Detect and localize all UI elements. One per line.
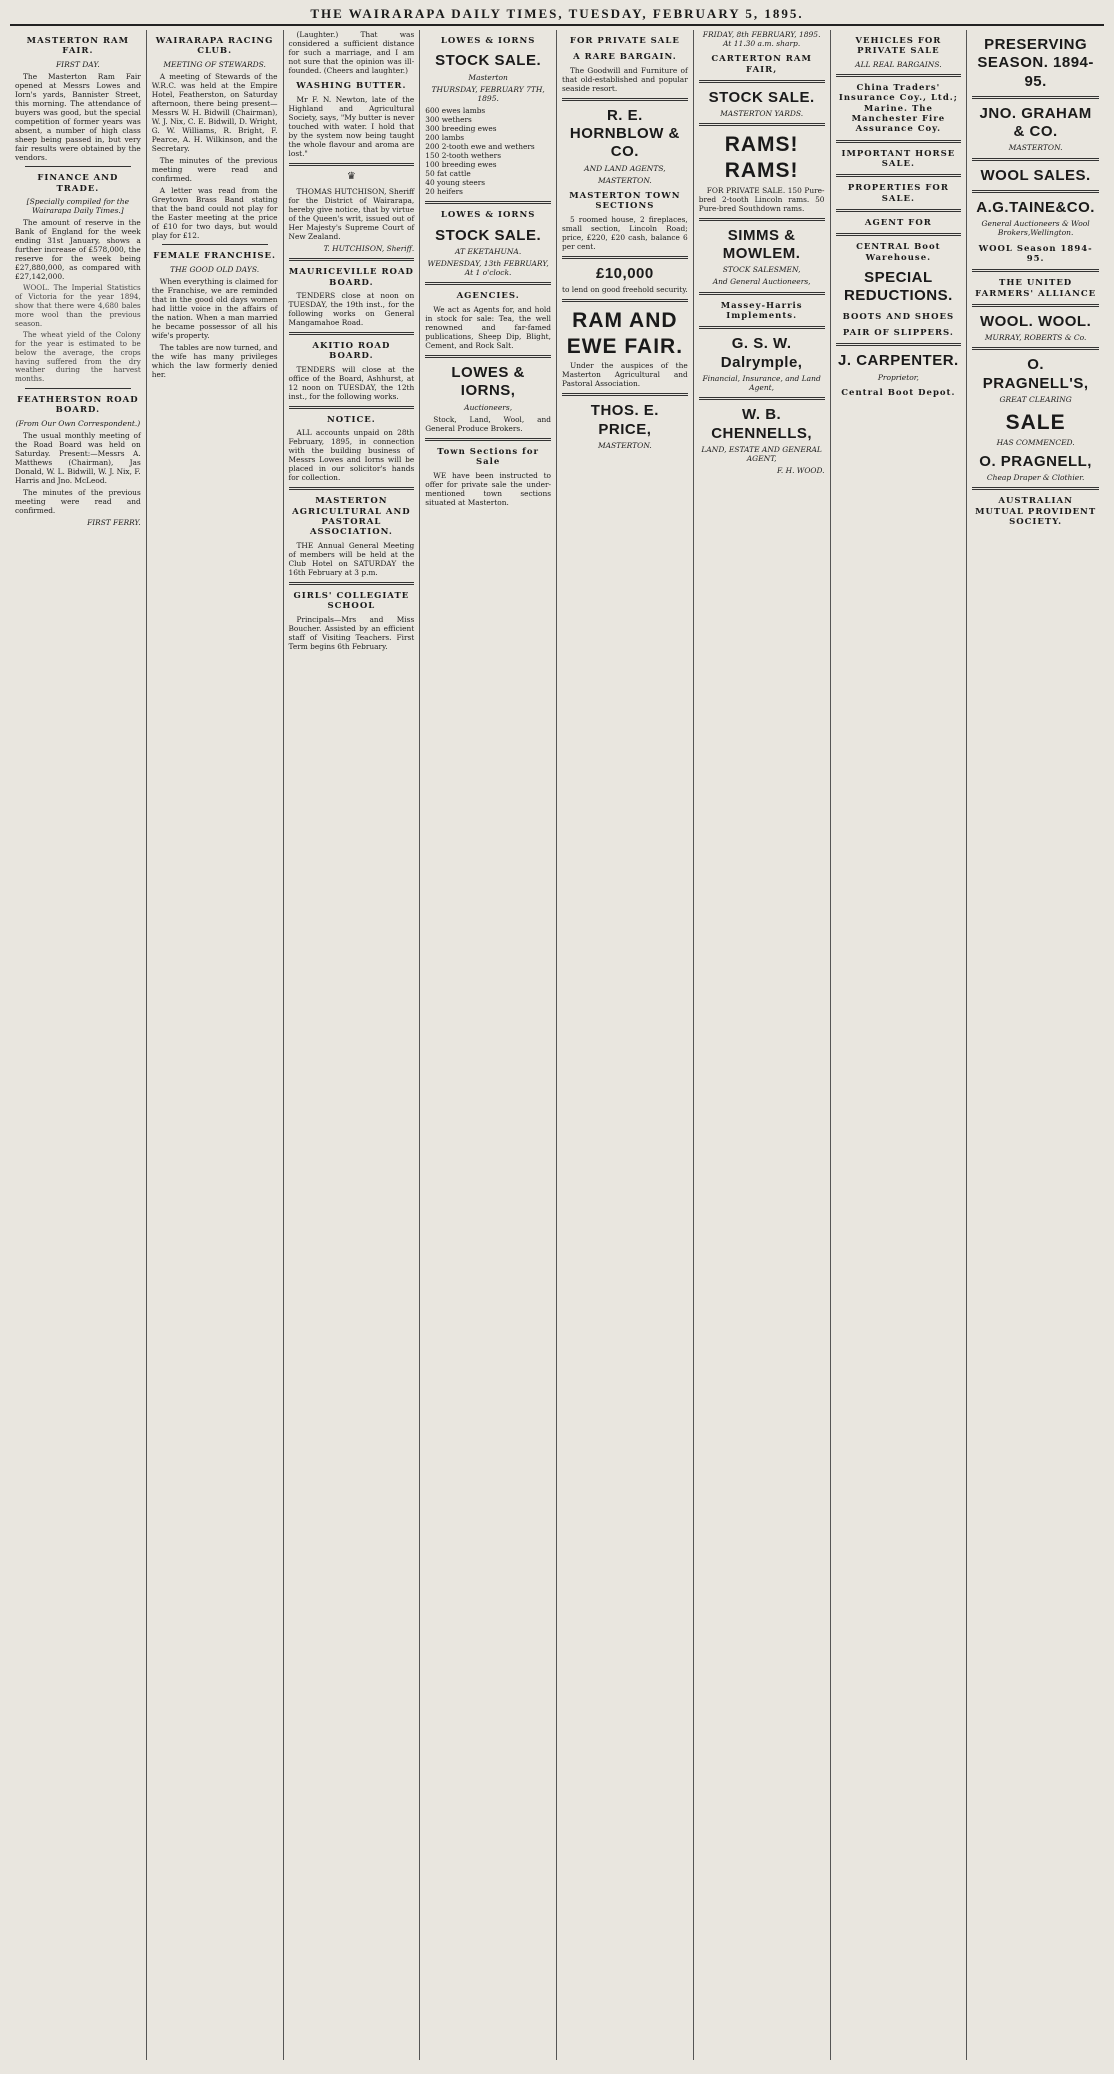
heading-chennells: W. B. CHENNELLS, <box>711 406 813 442</box>
heading-stock-sale: STOCK SALE. <box>708 89 815 106</box>
sale-location: Masterton <box>468 72 508 82</box>
article-paragraph: The amount of reserve in the Bank of England for the week ending 31st January, shows a further increase of £578,000, the reserve for the week being £27,880,000, as compared with £27,142,000. <box>15 218 141 282</box>
heading-agent-for: AGENT FOR <box>864 218 932 229</box>
list-item: 200 2-tooth ewe and wethers <box>425 142 535 152</box>
list-item: 200 lambs <box>425 133 465 143</box>
subheading-agent: Financial, Insurance, and Land Agent, <box>702 373 821 393</box>
crest-icon: ♛ <box>346 170 356 182</box>
heading-racing-club: WAIRARAPA RACING CLUB. <box>155 36 274 57</box>
notice-paragraph: to lend on good freehold security. <box>562 285 688 295</box>
subheading-stock-salesmen: STOCK SALESMEN, <box>722 265 801 275</box>
columns <box>10 30 1104 2060</box>
notice-paragraph: Principals—Mrs and Miss Boucher. Assisted by an efficient staff of Visiting Teachers. First Term begins 6th February. <box>288 614 415 651</box>
heading-ram-fair: MASTERTON RAM FAIR. <box>26 36 130 57</box>
notice-paragraph: TENDERS close at noon on TUESDAY, the 19th inst., for the following works on General Mangamahoe Road. <box>288 290 415 327</box>
heading-simms-mowlem: SIMMS & MOWLEM. <box>722 226 801 263</box>
divider <box>972 96 1099 99</box>
divider <box>562 393 688 396</box>
list-item: 300 wethers <box>425 115 472 125</box>
masthead <box>10 6 1104 26</box>
heading-agencies: AGENCIES. <box>456 291 520 302</box>
sheriff-notice: THOMAS HUTCHISON, Sheriff for the District of Wairarapa, hereby give notice, that by virtue of the Queen's writ, issued out of Her Majesty's Supreme Court of New Zealand. <box>288 186 415 242</box>
heading-lowes-iorns: LOWES & IORNS, <box>451 363 525 400</box>
notice-paragraph: The Goodwill and Furniture of that old-established and popular seaside resort. <box>562 65 688 93</box>
divider <box>972 304 1099 307</box>
divider <box>699 80 825 83</box>
divider <box>972 487 1099 490</box>
article-paragraph: The tables are now turned, and the wife has many privileges which the law formerly denied her. <box>151 343 278 380</box>
subheading-commenced: HAS COMMENCED. <box>996 437 1075 447</box>
heading-massey-harris: Massey-Harris Implements. <box>720 300 803 321</box>
notice-paragraph: We act as Agents for, and hold in stock for sale: Tea, the well renowned and far-famed publications, Sheep Dip, Blight, Cement, and Rock Salt. <box>425 304 551 350</box>
heading-dalrymple: G. S. W. Dalrymple, <box>720 335 803 371</box>
divider <box>425 282 551 285</box>
divider <box>699 218 825 221</box>
sale-location: MASTERTON YARDS. <box>720 109 804 119</box>
heading-rams: RAMS! RAMS! <box>724 133 799 183</box>
divider <box>836 174 962 177</box>
heading-akitio-road-board: AKITIO ROAD BOARD. <box>312 340 391 362</box>
heading-wool-wool: WOOL. WOOL. <box>979 312 1092 330</box>
column-5 <box>557 30 694 2060</box>
list-item: 50 fat cattle <box>425 169 471 179</box>
heading-notice: NOTICE. <box>327 414 376 425</box>
article-paragraph: The usual monthly meeting of the Road Board was held on Saturday. Present:—Messrs A. Matthews (Chairman), Jas Donald, W. L. Bidwill, W. J. Nix, F. Harris and Jno. McLeod. <box>15 430 141 485</box>
divider <box>836 233 962 236</box>
divider <box>562 299 688 302</box>
divider <box>289 258 415 261</box>
location: MASTERTON. <box>1008 143 1063 153</box>
article-paragraph: The Masterton Ram Fair opened at Messrs Lowes and Iorn's yards, Bannister Street, this morning. The attendance of buyers was good, but the special competition of former years was absent, a number of high class sheep being passed in, but very fair results were obtained by the vendors. <box>15 71 141 163</box>
heading-girls-school: GIRLS' COLLEGIATE SCHOOL <box>293 590 410 612</box>
divider <box>162 244 268 245</box>
divider <box>289 582 415 585</box>
heading-taine: A.G.TAINE&CO. <box>976 198 1095 216</box>
article-paragraph: WOOL. The Imperial Statistics of Victoria for the year 1894, show that there were 4,680 bales more wool than the previous season. <box>15 283 141 328</box>
heading-boot-depot: Central Boot Depot. <box>841 387 956 398</box>
subheading-brokers: General Auctioneers & Wool Brokers,Wellington. <box>981 219 1090 238</box>
advertiser-name: LOWES & IORNS <box>440 210 536 221</box>
notice-paragraph: Under the auspices of the Masterton Agricultural and Pastoral Association. <box>562 361 688 389</box>
notice-paragraph: TENDERS will close at the office of the Board, Ashhurst, at 12 noon on TUESDAY, the 12th inst., for the following works. <box>288 364 415 401</box>
heading-properties: PROPERTIES FOR SALE. <box>847 183 949 204</box>
notice-paragraph: FOR PRIVATE SALE. 150 Pure-bred 2-tooth Lincoln rams. 50 Pure-bred Southdown rams. <box>698 185 825 213</box>
subheading-auctioneers: And General Auctioneers, <box>712 277 811 287</box>
heading-town-sections: Town Sections for Sale <box>437 446 539 468</box>
notice-paragraph: Stock, Land, Wool, and General Produce Brokers. <box>425 414 551 433</box>
column-6 <box>694 30 831 2060</box>
subheading-compiled: [Specially compiled for the Wairarapa Daily Times.] <box>26 196 130 216</box>
subheading-correspondent: (From Our Own Correspondent.) <box>15 418 141 428</box>
article-paragraph: A meeting of Stewards of the W.R.C. was held at the Empire Hotel, Featherston, on Saturday afternoon, there being present—Messrs W. H. Bidwill (Chairman), W. J. Nix, C. E. Bidwill, D. Wright, G. W. Williams, R. Bright, F. Pearce, A. H. Wilkinson, and the Secretary. <box>151 71 278 154</box>
heading-stock-sale-eketahuna: STOCK SALE. <box>435 226 542 244</box>
list-item: 20 heifers <box>425 187 463 197</box>
divider <box>289 332 415 335</box>
heading-slippers: PAIR OF SLIPPERS. <box>842 328 954 339</box>
list-item: 150 2-tooth wethers <box>425 151 501 161</box>
signature: T. HUTCHISON, Sheriff. <box>323 244 415 254</box>
divider <box>972 158 1099 161</box>
heading-ram-ewe-fair: RAM AND EWE FAIR. <box>566 309 684 358</box>
article-paragraph: Mr F. N. Newton, late of the Highland and Agricultural Society, says, "My butter is never touched with water. I hold that by the system now being taught the whole flavour and aroma are lost." <box>288 94 415 158</box>
article-paragraph: When everything is claimed for the Franchise, we are reminded that in the good old days women had little voice in the affairs of the nation. When a man married he became possessor of all his wife's property. <box>151 276 278 341</box>
divider <box>25 166 131 167</box>
subheading-proprietor: Proprietor, <box>877 372 919 382</box>
heading-private-sale: FOR PRIVATE SALE <box>569 36 680 46</box>
location: MASTERTON. <box>597 175 652 185</box>
heading-horse-sale: IMPORTANT HORSE SALE. <box>841 148 956 170</box>
divider <box>699 397 825 400</box>
subheading-murray-roberts: MURRAY, ROBERTS & Co. <box>984 333 1087 343</box>
heading-mauriceville-road-board: MAURICEVILLE ROAD BOARD. <box>288 267 414 288</box>
heading-carpenter: J. CARPENTER. <box>838 352 959 370</box>
divider <box>836 140 962 143</box>
heading-rare-bargain: A RARE BARGAIN. <box>573 52 677 63</box>
heading-agricultural-association: MASTERTON AGRICULTURAL AND PASTORAL ASSOCIATION. <box>292 496 411 538</box>
heading-boots-shoes: BOOTS AND SHOES <box>842 311 955 322</box>
list-item: 600 ewes lambs <box>425 106 486 116</box>
subheading-clearing: GREAT CLEARING <box>999 394 1072 404</box>
sale-location: AT EKETAHUNA. <box>455 247 522 257</box>
list-item: 300 breeding ewes <box>425 124 497 134</box>
divider <box>425 438 551 441</box>
signature: FIRST FERRY. <box>87 518 141 528</box>
article-paragraph: The minutes of the previous meeting were read and confirmed. <box>151 156 278 184</box>
divider <box>425 201 551 204</box>
heading-hornblow: R. E. HORNBLOW & CO. <box>569 106 680 161</box>
heading-town-sections: MASTERTON TOWN SECTIONS <box>569 190 681 212</box>
divider <box>562 256 688 259</box>
article-paragraph: The wheat yield of the Colony for the year is estimated to be below the average, the crops having suffered from the dry weather during the harvest months. <box>15 330 141 384</box>
column-1 <box>10 30 147 2060</box>
divider <box>699 326 825 329</box>
notice-paragraph: WE have been instructed to offer for private sale the under-mentioned town sections situated at Masterton. <box>425 470 551 507</box>
notice-paragraph: 5 roomed house, 2 fireplaces, small section, Lincoln Road; price, £220, £20 cash, balance 6 per cent. <box>562 214 688 251</box>
divider <box>699 123 825 126</box>
sale-date: THURSDAY, FEBRUARY 7TH, 1895. <box>431 84 545 103</box>
divider <box>289 487 415 490</box>
divider <box>972 190 1099 193</box>
heading-thos-price: THOS. E. PRICE, <box>590 402 659 438</box>
divider <box>972 347 1099 350</box>
subheading-auctioneers: Auctioneers, <box>464 402 513 412</box>
stock-list <box>425 106 551 196</box>
signature: F. H. WOOD. <box>776 466 825 476</box>
heading-special-reductions: SPECIAL REDUCTIONS. <box>843 269 953 305</box>
notice-paragraph: ALL accounts unpaid on 28th February, 1895, in connection with the building business of Messrs Lowes and Iorns will be placed in our solicitor's hands for collection. <box>288 428 415 483</box>
subheading-first-day: FIRST DAY. <box>55 59 100 69</box>
column-7 <box>831 30 968 2060</box>
heading-insurance: China Traders' Insurance Coy., Ltd.; Marine. The Manchester Fire Assurance Coy. <box>838 82 958 135</box>
heading-stock-sale: STOCK SALE. <box>435 52 542 70</box>
divider <box>425 355 551 358</box>
heading-amp-society: AUSTRALIAN MUTUAL PROVIDENT SOCIETY. <box>975 496 1097 528</box>
heading-washing-butter: WASHING BUTTER. <box>296 81 407 92</box>
column-8 <box>967 30 1104 2060</box>
heading-carterton-ram-fair: CARTERTON RAM FAIR, <box>711 54 812 75</box>
divider <box>699 292 825 295</box>
heading-farmers-alliance: THE UNITED FARMERS' ALLIANCE <box>975 278 1097 299</box>
article-paragraph: (Laughter.) That was considered a sufficient distance for such a marriage, and I am not sure that the opinion was ill-founded. (Cheers and laughter.) <box>288 30 415 76</box>
subheading-stewards: MEETING OF STEWARDS. <box>163 59 266 69</box>
location: MASTERTON. <box>597 441 652 451</box>
divider <box>972 269 1099 272</box>
article-paragraph: A letter was read from the Greytown Brass Band stating that the band could not play for the Easter meeting at the price of £10 for two days, but would play for £12. <box>151 186 278 241</box>
divider <box>836 343 962 346</box>
sale-date: WEDNESDAY, 13th FEBRUARY, At 1 o'clock. <box>427 259 549 278</box>
heading-preserving-season: PRESERVING SEASON. 1894-95. <box>977 36 1094 90</box>
heading-pragnell: O. PRAGNELL'S, <box>982 356 1089 392</box>
sale-date: FRIDAY, 8th FEBRUARY, 1895. At 11.30 a.m. sharp. <box>702 30 821 49</box>
heading-pragnell-draper: O. PRAGNELL, <box>979 452 1092 470</box>
divider <box>836 74 962 77</box>
divider <box>289 406 415 409</box>
heading-featherston-road-board: FEATHERSTON ROAD BOARD. <box>17 394 139 416</box>
subheading-estate-agent: LAND, ESTATE AND GENERAL AGENT, <box>701 444 822 463</box>
column-4 <box>420 30 557 2060</box>
notice-paragraph: THE Annual General Meeting of members will be held at the Club Hotel on SATURDAY the 16th February at 3 p.m. <box>288 540 415 577</box>
heading-wool-season: WOOL Season 1894-95. <box>978 243 1093 264</box>
divider <box>289 163 415 166</box>
advertiser-name: LOWES & IORNS <box>440 36 536 46</box>
heading-central-boot: CENTRAL Boot Warehouse. <box>856 242 941 263</box>
heading-wool-sales: WOOL SALES. <box>980 166 1091 184</box>
list-item: 100 breeding ewes <box>425 160 497 170</box>
heading-female-franchise: FEMALE FRANCHISE. <box>153 251 276 262</box>
article-paragraph: The minutes of the previous meeting were read and confirmed. <box>15 488 141 516</box>
divider <box>25 388 131 389</box>
column-2 <box>147 30 284 2060</box>
list-item: 40 young steers <box>425 178 486 188</box>
heading-finance-trade: FINANCE AND TRADE. <box>37 173 119 194</box>
divider <box>836 209 962 212</box>
divider <box>562 98 688 101</box>
heading-graham: JNO. GRAHAM & CO. <box>979 104 1092 141</box>
heading-loan-amount: £10,000 <box>596 264 654 282</box>
subheading-land-agents: AND LAND AGENTS, <box>584 163 666 173</box>
subheading-bargains: ALL REAL BARGAINS. <box>855 59 942 69</box>
column-3 <box>284 30 421 2060</box>
heading-vehicles: VEHICLES FOR PRIVATE SALE <box>855 36 942 57</box>
masthead-title: THE WAIRARAPA DAILY TIMES, TUESDAY, FEBRUARY 5, 1895. <box>310 6 804 21</box>
subheading-good-old-days: THE GOOD OLD DAYS. <box>170 264 260 274</box>
subheading-draper: Cheap Draper & Clothier. <box>986 473 1085 483</box>
heading-sale: SALE <box>1005 411 1066 435</box>
